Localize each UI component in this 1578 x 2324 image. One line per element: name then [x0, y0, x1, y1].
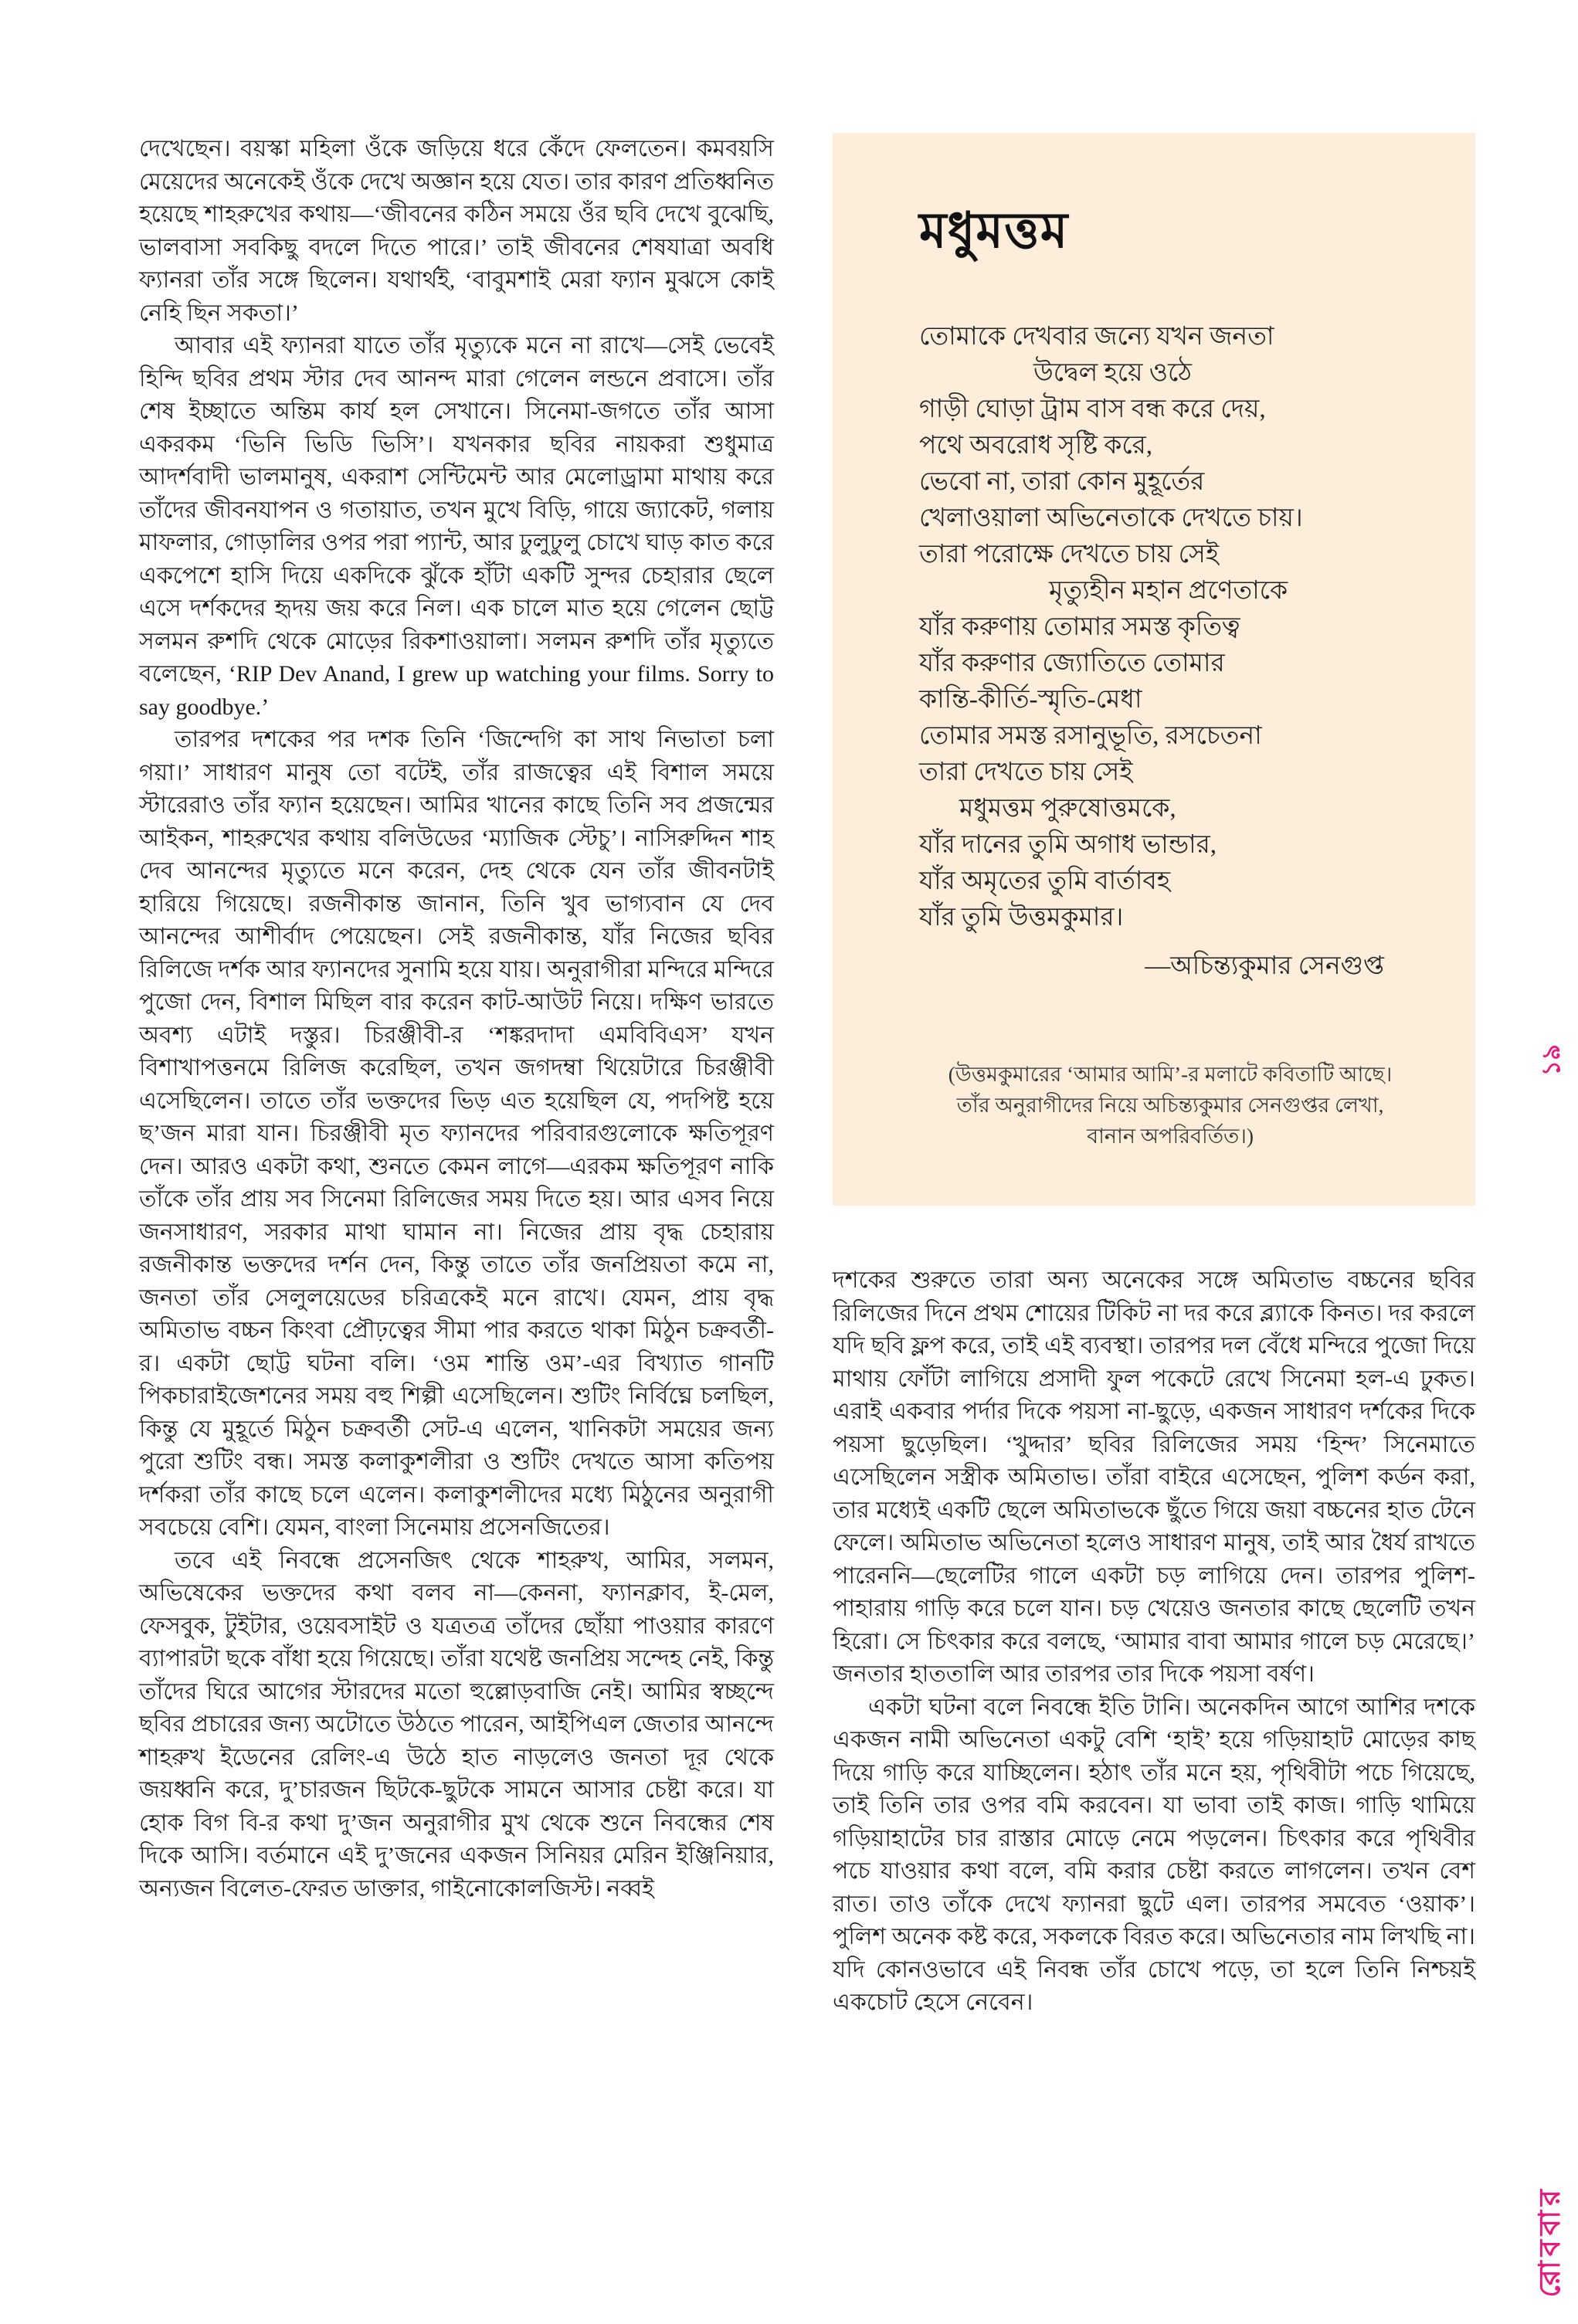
- poem-note-line: (উত্তমকুমারের ‘আমার আমি’-র মলাটে কবিতাটি আছে।: [948, 1063, 1393, 1086]
- poem-attribution: —অচিন্ত্যকুমার সেনগুপ্ত: [1145, 952, 1384, 980]
- body-paragraph: দশকের শুরুতে তারা অন্য অনেকের সঙ্গে অমিতাভ বচ্চনের ছবির রিলিজের দিনে প্রথম শোয়ের টিকিট না দর করে ব্ল্যাকে কিনত। দর করলে যদি ছবি ফ্লপ করে, তাই এই ব্যবস্থা। তারপর দল বেঁধে মন্দিরে পুজো দিয়ে মাথায় ফোঁটা লাগিয়ে প্রসাদী ফুল পকেটে রেখে সিনেমা হল-এ ঢুকত। এরাই একবার পর্দার দিকে পয়সা না-ছুড়ে, একজন সাধারণ দর্শকের দিকে পয়সা ছুড়েছিল। ‘খুদ্দার’ ছবির রিলিজের সময় ‘হিন্দ’ সিনেমাতে এসেছিলেন সস্ত্রীক অমিতাভ। তাঁরা বাইরে এসেছেন, পুলিশ কর্ডন করা, তার মধ্যেই একটি ছেলে অমিতাভকে ছুঁতে গিয়ে জয়া বচ্চনের হাত টেনে ফেলে। অমিতাভ অভিনেতা হলেও সাধারণ মানুষ, তাই আর ধৈর্য রাখতে পারেননি—ছেলেটির গালে একটা চড় লাগিয়ে দেন। তারপর পুলিশ-পাহারায় গাড়ি করে চলে যান। চড় খেয়েও জনতার কাছে ছেলেটি তখন হিরো। সে চিৎকার করে বলছে, ‘আমার বাবা আমার গালে চড় মেরেছে।’ জনতার হাততালি আর তারপর তার দিকে পয়সা বর্ষণ।: [833, 1267, 1475, 1687]
- masthead-robbar: রোববার: [1534, 2185, 1566, 2298]
- body-paragraph: তারপর দশকের পর দশক তিনি ‘জিন্দেগি কা সাথ নিভাতা চলা গয়া।’ সাধারণ মানুষ তো বটেই, তাঁর রাজত্বের এই বিশাল সময়ে স্টারেরাও তাঁর ফ্যান হয়েছেন। আমির খানের কাছে তিনি সব প্রজন্মের আইকন, শাহরুখের কথায় বলিউডের ‘ম্যাজিক স্টেচু’। নাসিরুদ্দিন শাহ দেব আনন্দের মৃত্যুতে মনে করেন, দেহ থেকে যেন তাঁর জীবনটাই হারিয়ে গিয়েছে। রজনীকান্ত জানান, তিনি খুব ভাগ্যবান যে দেব আনন্দের আশীর্বাদ পেয়েছেন। সেই রজনীকান্ত, যাঁর নিজের ছবির রিলিজে দর্শক আর ফ্যানদের সুনামি হয়ে যায়। অনুরাগীরা মন্দিরে মন্দিরে পুজো দেন, বিশাল মিছিল বার করেন কাট-আউট নিয়ে। দক্ষিণ ভারতে অবশ্য এটাই দস্তুর। চিরঞ্জীবী-র ‘শঙ্করদাদা এমবিবিএস’ যখন বিশাখাপত্তনমে রিলিজ করেছিল, তখন জগদম্বা থিয়েটারে চিরঞ্জীবী এসেছিলেন। তাতে তাঁর ভক্তদের ভিড় এত হয়েছিল যে, পদপিষ্ট হয়ে ছ’জন মারা যান। চিরঞ্জীবী মৃত ফ্যানদের পরিবারগুলোকে ক্ষতিপূরণ দেন। আরও একটা কথা, শুনতে কেমন লাগে—এরকম ক্ষতিপূরণ নাকি তাঁকে তাঁর প্রায় সব সিনেমা রিলিজের সময় দিতে হয়। আর এসব নিয়ে জনসাধারণ, সরকার মাথা ঘামান না। নিজের প্রায় বৃদ্ধ চেহারায় রজনীকান্ত ভক্তদের দর্শন দেন, কিন্তু তাতে তাঁর জনপ্রিয়তা কমে না, জনতা তাঁর সেলুলয়েডের চরিত্রকেই মনে রাখে। যেমন, প্রায় বৃদ্ধ অমিতাভ বচ্চন কিংবা প্রৌঢ়ত্বের সীমা পার করতে থাকা মিঠুন চক্রবর্তী-র। একটা ছোট্ট ঘটনা বলি। ‘ওম শান্তি ওম’-এর বিখ্যাত গানটি পিকচারাইজেশনের সময় বহু শিল্পী এসেছিলেন। শুটিং নির্বিঘ্নে চলছিল, কিন্তু যে মুহূর্তে মিঠুন চক্রবর্তী সেট-এ এলেন, খানিকটা সময়ের জন্য পুরো শুটিং বন্ধ। সমস্ত কলাকুশলীরা ও শুটিং দেখতে আসা কতিপয় দর্শকরা তাঁর কাছে চলে এলেন। কলাকুশলীদের মধ্যে মিঠুনের অনুরাগী সবচেয়ে বেশি। যেমন, বাংলা সিনেমায় প্রসেনজিতের।: [139, 727, 775, 1540]
- poem-line: তোমাকে দেখবার জন্যে যখন জনতা: [919, 323, 1274, 351]
- poem-line: ভেবো না, তারা কোন মুহূর্তের: [919, 468, 1205, 496]
- body-paragraph: দেখেছেন। বয়স্কা মহিলা ওঁকে জড়িয়ে ধরে কেঁদে ফেলতেন। কমবয়সি মেয়েদের অনেকেই ওঁকে দেখে অজ্ঞান হয়ে যেত। তার কারণ প্রতিধ্বনিত হয়েছে শাহরুখের কথায়—‘জীবনের কঠিন সময়ে ওঁর ছবি দেখে বুঝেছি, ভালবাসা সবকিছু বদলে দিতে পারে।’ তাই জীবনের শেষযাত্রা অবধি ফ্যানরা তাঁর সঙ্গে ছিলেন। যথার্থই, ‘বাবুমশাই মেরা ফ্যান মুঝসে কোই নেহি ছিন সকতা।’: [139, 136, 774, 326]
- poem-line: খেলাওয়ালা অভিনেতাকে দেখতে চায়।: [919, 504, 1303, 532]
- poem-line: যাঁর করুণার জ্যোতিতে তোমার: [919, 650, 1225, 677]
- poem-line: কান্তি-কীর্তি-স্মৃতি-মেধা: [919, 686, 1142, 714]
- poem-box: [833, 133, 1475, 1206]
- poem-note: [919, 1059, 1421, 1152]
- poem-line: যাঁর তুমি উত্তমকুমার।: [919, 904, 1124, 931]
- poem-title: মধুমত্তম: [919, 203, 1069, 258]
- poem-note-line: তাঁর অনুরাগীদের নিয়ে অচিন্ত্যকুমার সেনগুপ্তর লেখা,: [956, 1094, 1384, 1117]
- poem-line: যাঁর করুণায় তোমার সমস্ত কৃতিত্ব: [919, 613, 1240, 641]
- body-paragraph: আবার এই ফ্যানরা যাতে তাঁর মৃত্যুকে মনে না রাখে—সেই ভেবেই হিন্দি ছবির প্রথম স্টার দেব আনন্দ মারা গেলেন লন্ডনে প্রবাসে। তাঁর শেষ ইচ্ছাতে অন্তিম কার্য হল সেখানে। সিনেমা-জগতে তাঁর আসা একরকম ‘ভিনি ভিডি ভিসি’। যখনকার ছবির নায়করা শুধুমাত্র আদর্শবাদী ভালমানুষ, একরাশ সেন্টিমেন্ট আর মেলোড্রামা মাথায় করে তাঁদের জীবনযাপন ও গতায়াত, তখন মুখে বিড়ি, গায়ে জ্যাকেট, গলায় মাফলার, গোড়ালির ওপর পরা প্যান্ট, আর ঢুলুঢুলু চোখে ঘাড় কাত করে একপেশে হাসি দিয়ে একদিকে ঝুঁকে হাঁটা একটি সুন্দর চেহারার ছেলে এসে দর্শকদের হৃদয় জয় করে নিল। এক চালে মাত হয়ে গেলেন ছোট্ট সলমন রুশদি থেকে মোড়ের রিকশাওয়ালা। সলমন রুশদি তাঁর মৃত্যুতে বলেছেন, ‘RIP Dev Anand, I grew up watching your films. Sorry to say goodbye.’: [139, 333, 774, 720]
- poem-line: মৃত্যুহীন মহান প্রণেতাকে: [1049, 577, 1288, 605]
- poem-line: গাড়ী ঘোড়া ট্রাম বাস বন্ধ করে দেয়,: [919, 395, 1266, 423]
- poem-note-line: বানান অপরিবর্তিত।): [1087, 1125, 1254, 1148]
- poem-line: উদ্বেল হয়ে ওঠে: [1033, 359, 1192, 387]
- poem-line: তারা পরোক্ষে দেখতে চায় সেই: [919, 541, 1220, 568]
- poem-line: যাঁর দানের তুমি অগাধ ভান্ডার,: [919, 831, 1217, 859]
- body-paragraph: তবে এই নিবন্ধে প্রসেনজিৎ থেকে শাহরুখ, আমির, সলমন, অভিষেকের ভক্তদের কথা বলব না—কেননা, ফ্যানক্লাব, ই-মেল, ফেসবুক, টুইটার, ওয়েবসাইট ও যত্রতত্র তাঁদের ছোঁয়া পাওয়ার কারণে ব্যাপারটা ছকে বাঁধা হয়ে গিয়েছে। তাঁরা যথেষ্ট জনপ্রিয় সন্দেহ নেই, কিন্তু তাঁদের ঘিরে আগের স্টারদের মতো হুল্লোড়বাজি নেই। আমির স্বচ্ছন্দে ছবির প্রচারের জন্য অটোতে উঠতে পারেন, আইপিএল জেতার আনন্দে শাহরুখ ইডেনের রেলিং-এ উঠে হাত নাড়লেও জনতা দূর থেকে জয়ধ্বনি করে, দু’চারজন ছিটকে-ছুটকে সামনে আসার চেষ্টা করে। যা হোক বিগ বি-র কথা দু’জন অনুরাগীর মুখ থেকে শুনে নিবন্ধের শেষ দিকে আসি। বর্তমানে এই দু’জনের একজন সিনিয়র মেরিন ইঞ্জিনিয়ার, অন্যজন বিলেত-ফেরত ডাক্তার, গাইনোকোলজিস্ট। নব্বই: [139, 1547, 774, 1902]
- poem-body: [919, 319, 1421, 936]
- poem-line: যাঁর অমৃতের তুমি বার্তাবহ: [919, 867, 1171, 895]
- content-columns: [139, 133, 1475, 2020]
- page-number: ১৯: [1537, 1044, 1565, 1077]
- poem-line: তারা দেখতে চায় সেই: [919, 758, 1133, 786]
- poem-line: মধুমত্তম পুরুষোত্তমকে,: [959, 795, 1176, 823]
- poem-line: পথে অবরোধ সৃষ্টি করে,: [919, 432, 1152, 460]
- right-column: [833, 133, 1475, 2020]
- left-column: [139, 133, 774, 2020]
- poem-line: তোমার সমস্ত রসানুভূতি, রসচেতনা: [919, 722, 1262, 750]
- body-paragraph: একটা ঘটনা বলে নিবন্ধে ইতি টানি। অনেকদিন আগে আশির দশকে একজন নামী অভিনেতা একটু বেশি ‘হাই’ হয়ে গড়িয়াহাট মোড়ের কাছ দিয়ে গাড়ি করে যাচ্ছিলেন। হঠাৎ তাঁর মনে হয়, পৃথিবীটা পচে গিয়েছে, তাই তিনি তার ওপর বমি করবেন। যা ভাবা তাই কাজ। গাড়ি থামিয়ে গড়িয়াহাটের চার রাস্তার মোড়ে নেমে পড়লেন। চিৎকার করে পৃথিবীর পচে যাওয়ার কথা বলে, বমি করার চেষ্টা করতে লাগলেন। তখন বেশ রাত। তাও তাঁকে দেখে ফ্যানরা ছুটে এল। তারপর সমবেত ‘ওয়াক’। পুলিশ অনেক কষ্ট করে, সকলকে বিরত করে। অভিনেতার নাম লিখছি না। যদি কোনওভাবে এই নিবন্ধ তাঁর চোখে পড়ে, তা হলে তিনি নিশ্চয়ই একচোট হেসে নেবেন।: [833, 1694, 1475, 2015]
